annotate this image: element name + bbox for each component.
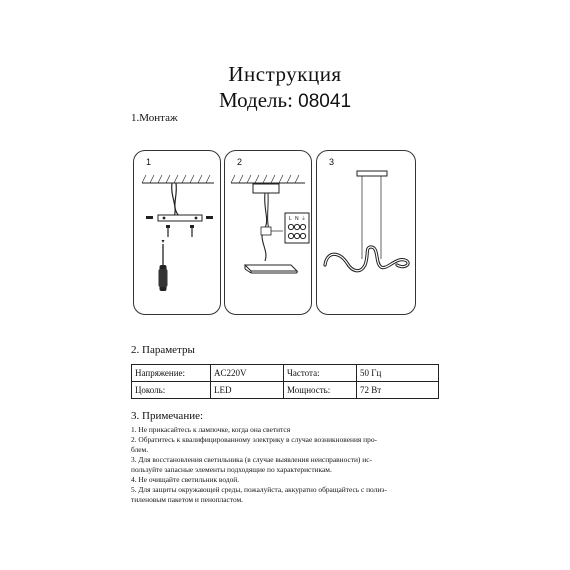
param-label: Цоколь: xyxy=(132,382,211,399)
list-item: пользуйте запасные элементы подходящие по характеристикам. xyxy=(131,465,332,474)
param-value: LED xyxy=(211,382,284,399)
table-row xyxy=(132,382,439,399)
step-2-panel xyxy=(224,150,312,315)
step-3-panel xyxy=(316,150,416,315)
section-mount-heading: 1.Монтаж xyxy=(131,112,178,124)
wiring-label-l: L xyxy=(289,216,292,222)
parameters-table xyxy=(131,364,439,399)
step-3-number: 3 xyxy=(329,157,335,167)
param-label: Напряжение: xyxy=(132,365,211,382)
param-label: Мощность: xyxy=(284,382,357,399)
param-label: Частота: xyxy=(284,365,357,382)
param-value: 72 Вт xyxy=(357,382,439,399)
list-item: 2. Обратитесь к квалифицированному электрику в случае возникновения про- xyxy=(131,435,377,444)
section-notes-heading: 3. Примечание: xyxy=(131,410,204,422)
step-1-panel xyxy=(133,150,221,315)
list-item: 5. Для защиты окружающей среды, пожалуйста, аккуратно обращайтесь с полиэ- xyxy=(131,485,387,494)
list-item: блем. xyxy=(131,445,149,454)
param-value: 50 Гц xyxy=(357,365,439,382)
table-row xyxy=(132,365,439,382)
param-value: AC220V xyxy=(211,365,284,382)
list-item: тиленовым пакетом и пенопластом. xyxy=(131,495,244,504)
list-item: 4. Не очищайте светильник водой. xyxy=(131,475,240,484)
wiring-label-ground: ⏚ xyxy=(301,216,307,222)
bracket-mount-illustration xyxy=(134,151,220,314)
notes-list xyxy=(131,425,431,505)
list-item: 1. Не прикасайтесь к лампочке, когда она светится xyxy=(131,425,291,434)
section-params-heading: 2. Параметры xyxy=(131,344,195,356)
wiring-illustration xyxy=(225,151,311,314)
luminaire-illustration xyxy=(317,151,415,314)
document-title: Инструкция xyxy=(228,62,342,86)
model-number: 08041 xyxy=(298,91,352,112)
list-item: 3. Для восстановления светильника (в случае выявления неисправности) ис- xyxy=(131,455,372,464)
model-heading xyxy=(0,88,570,113)
step-2-number: 2 xyxy=(237,157,243,167)
wiring-label-n: N xyxy=(295,216,299,222)
step-1-number: 1 xyxy=(146,157,152,167)
model-label: Модель: xyxy=(218,88,293,112)
